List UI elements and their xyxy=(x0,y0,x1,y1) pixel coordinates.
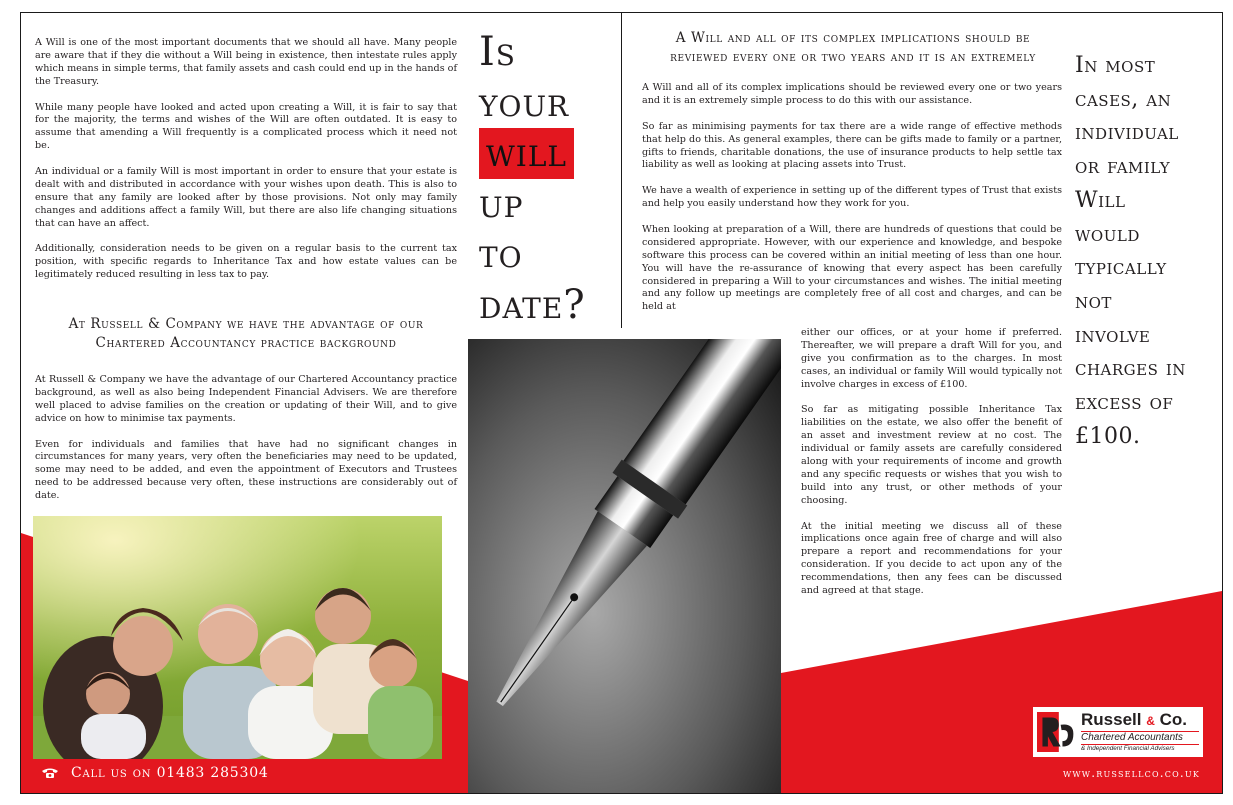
headline-is-your-will-up-to-date xyxy=(479,27,617,330)
logo-subtitle-advisers: & Independent Financial Advisers xyxy=(1081,745,1175,752)
left-paragraph-6: Even for individuals and families that have had no significant changes in circumstances for many years, very often the beneficiaries may need to be updated, some may need to be added, and even the appointment of Executors and Trustees need to be addressed because very often, these instructions are considerably out of date. xyxy=(35,438,457,502)
left-column-text xyxy=(35,37,457,295)
logo-mark-icon xyxy=(1037,712,1077,752)
right-column-narrow-text xyxy=(801,327,1062,611)
pull-quote-line: typically xyxy=(1075,255,1167,281)
headline-word-up: up xyxy=(479,180,524,227)
left-section-heading xyxy=(35,315,457,353)
logo-wordmark xyxy=(1081,710,1187,730)
telephone-icon xyxy=(41,767,59,779)
pull-quote-line: £100. xyxy=(1075,423,1141,449)
right-paragraph-6: So far as mitigating possible Inheritance Tax liabilities on the estate, we also offer the benefit of an asset and investment review at no cost. The individual or family assets are carefully considered along with your requirements of income and growth and any specific requests or wishes that you wish to build into any trust, or other methods of your choosing. xyxy=(801,404,1062,506)
pull-quote-line: charges in xyxy=(1075,356,1186,382)
right-paragraph-7: At the initial meeting we discuss all of these implications once again free of charge and will also prepare a report and recommendations for your consideration. If you decide to act upon any of the recommendations, then any fees can be discussed and agreed at that stage. xyxy=(801,520,1062,597)
left-paragraph-3: An individual or a family Will is most important in order to ensure that your estate is dealt with and distributed in accordance with your wishes upon death. This is also to ensure that any family are looked after by those provisions. Not only may family changes and additions affect a family Will, but there are also life changing situations that can have an affect. xyxy=(35,166,457,229)
right-heading-line-1: A Will and all of its complex implications should be xyxy=(675,30,1031,46)
logo-name-text: Russell xyxy=(1081,710,1142,729)
right-section-heading xyxy=(637,29,1069,67)
pull-quote-line: involve xyxy=(1075,322,1151,348)
left-paragraph-4: Additionally, consideration needs to be given on a regular basis to the current tax position, with specific regards to Inheritance Tax and how estate values can be legitimately reduced resulting in less tax to pay. xyxy=(35,243,457,281)
pull-quote-line: cases, an xyxy=(1075,86,1172,112)
right-paragraph-1: A Will and all of its complex implications should be reviewed every one or two years and it is an extremely simple process to do this with our assistance. xyxy=(642,82,1062,106)
russell-co-logo xyxy=(1033,707,1203,757)
headline-word-will: will xyxy=(479,128,574,179)
website-link[interactable]: www.russellco.co.uk xyxy=(1062,766,1200,780)
brochure-spread xyxy=(20,12,1223,794)
logo-suffix-text: Co. xyxy=(1159,710,1188,729)
logo-subtitle-accountants: Chartered Accountants xyxy=(1081,732,1183,743)
pull-quote-line: individual xyxy=(1075,120,1179,146)
headline-word-to: to xyxy=(479,231,523,277)
pull-quote-line: excess of xyxy=(1075,390,1174,416)
logo-ampersand: & xyxy=(1146,714,1155,728)
left-heading-line-2: Chartered Accountancy practice background xyxy=(95,335,397,351)
phone-text: Call us on 01483 285304 xyxy=(71,765,269,781)
right-paragraph-2: So far as minimising payments for tax there are a wide range of effective methods that help do this. As general examples, there can be gifts made to family or a partner, gifts to friends, charitable donations, the use of insurance products to help settle tax liability as well as looking at placing assets into Trust. xyxy=(642,120,1062,171)
right-paragraph-3: We have a wealth of experience in setting up of the different types of Trust that exists and help you easily understand how they work for you. xyxy=(642,185,1062,210)
headline-word-will-line xyxy=(479,128,617,179)
pull-quote-line: In most xyxy=(1075,53,1156,78)
headline-word-your: your xyxy=(479,79,570,126)
right-column-text xyxy=(642,82,1062,327)
headline-word-is: Is xyxy=(479,29,516,75)
right-paragraph-5: either our offices, or at your home if preferred. Thereafter, we will prepare a draft Will for you, and give you confirmation as to the charges. In most cases, an individual or family Will would typically not involve charges in excess of £100. xyxy=(801,327,1062,390)
pull-quote-line: or family xyxy=(1075,154,1171,180)
headline-word-date: date? xyxy=(479,281,586,328)
right-paragraph-4: When looking at preparation of a Will, there are hundreds of questions that could be considered appropriate. However, with our experience and knowledge, and bespoke software this process can be covered within an initial meeting of less than one hour. You will have the re-assurance of knowing that every aspect has been carefully considered in preparing a Will to your circumstances and wishes. The initial meeting and any follow up meetings are completely free of all cost and charges, and can be held at xyxy=(642,223,1062,313)
left-heading-line-1: At Russell & Company we have the advantage of our xyxy=(68,316,424,332)
fountain-pen-photo xyxy=(468,339,781,793)
left-paragraph-5: At Russell & Company we have the advantage of our Chartered Accountancy practice background, as well as also being Independent Financial Advisers. We are therefore well placed to advise families on the creation or updating of their Will, and to give advice on how to minimise tax payments. xyxy=(35,374,457,424)
phone-contact[interactable] xyxy=(41,765,269,781)
right-heading-line-2: reviewed every one or two years and it is an extremely xyxy=(670,49,1036,65)
pull-quote xyxy=(1075,49,1217,453)
pull-quote-line: Will xyxy=(1075,187,1126,213)
panel-divider xyxy=(621,13,622,328)
right-red-wedge xyxy=(781,591,1222,793)
pull-quote-line: would xyxy=(1075,221,1140,247)
left-paragraph-1: A Will is one of the most important documents that we should all have. Many people are aware that if they die without a Will being in existence, then intestate rules apply which means in simple terms, that family assets and cash could end up in the hands of the Treasury. xyxy=(35,37,457,87)
pull-quote-line: not xyxy=(1075,288,1112,314)
left-column-text-2 xyxy=(35,374,457,516)
family-photo xyxy=(33,516,442,759)
left-paragraph-2: While many people have looked and acted upon creating a Will, it is fair to say that for the majority, the terms and wishes of the Will are often outdated. It is easy to assume that amending a Will frequently is a complicated process which it need not be. xyxy=(35,101,457,152)
